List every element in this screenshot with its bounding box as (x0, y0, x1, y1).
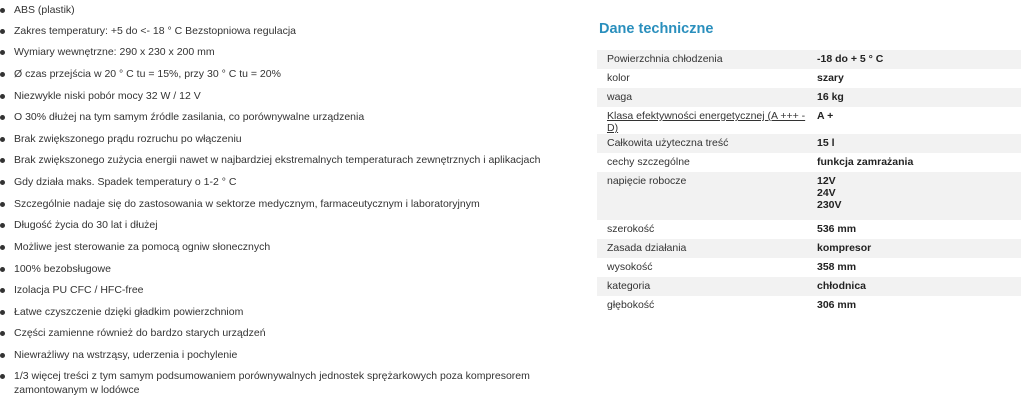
feature-item (0, 2, 575, 18)
feature-text: Możliwe jest sterowanie za pomocą ogniw słonecznych (14, 241, 271, 253)
spec-label: napięcie robocze (607, 175, 687, 187)
bullet-icon (0, 115, 5, 120)
feature-text: Ø czas przejścia w 20 ° C tu = 15%, przy 30 ° C tu = 20% (14, 68, 281, 80)
feature-item (0, 196, 575, 212)
spec-value: 358 mm (817, 261, 857, 273)
feature-item (0, 369, 575, 397)
voltage-value: 24V (817, 187, 836, 199)
bullet-icon (0, 331, 5, 336)
spec-value: 306 mm (817, 299, 857, 311)
feature-text: Zakres temperatury: +5 do <- 18 ° C Bezstopniowa regulacja (14, 25, 297, 37)
technical-data-panel (597, 0, 1024, 401)
spec-label: Całkowita użyteczna treść (607, 137, 729, 149)
feature-text: O 30% dłużej na tym samym źródle zasilania, co porównywalne urządzenia (14, 111, 365, 123)
feature-item (0, 44, 575, 60)
spec-value: -18 do + 5 ° C (817, 53, 884, 65)
feature-item (0, 109, 575, 125)
feature-item (0, 217, 575, 233)
energy-class-link[interactable]: Klasa efektywności energetycznej (A +++ - D) (607, 110, 806, 134)
section-title: Dane techniczne (599, 21, 714, 37)
bullet-icon (0, 158, 5, 163)
feature-item (0, 239, 575, 255)
feature-text: Łatwe czyszczenie dzięki gładkim powierzchniom (14, 306, 244, 318)
feature-text: Brak zwiększonego zużycia energii nawet w najbardziej ekstremalnych temperaturach zewnętrznych i aplikacjach (14, 154, 541, 166)
feature-item (0, 174, 575, 190)
bullet-icon (0, 288, 5, 293)
spec-value: 16 kg (817, 91, 844, 103)
bullet-icon (0, 267, 5, 272)
feature-item (0, 325, 575, 341)
bullet-icon (0, 202, 5, 207)
bullet-icon (0, 72, 5, 77)
feature-item (0, 152, 575, 168)
spec-value: chłodnica (817, 280, 867, 292)
spec-label: kategoria (607, 280, 651, 292)
feature-text: Niewrażliwy na wstrząsy, uderzenia i pochylenie (14, 349, 238, 361)
bullet-icon (0, 50, 5, 55)
bullet-icon (0, 310, 5, 315)
feature-text: Niezwykle niski pobór mocy 32 W / 12 V (14, 90, 201, 102)
feature-item (0, 23, 575, 39)
feature-text: Brak zwiększonego prądu rozruchu po włączeniu (14, 133, 242, 145)
spec-row (597, 277, 1021, 296)
bullet-icon (0, 180, 5, 185)
feature-text: Szczególnie nadaje się do zastosowania w sektorze medycznym, farmaceutycznym i laboratoryjnym (14, 198, 480, 210)
feature-item (0, 304, 575, 320)
feature-text: Długość życia do 30 lat i dłużej (14, 219, 158, 231)
bullet-icon (0, 223, 5, 228)
spec-label: wysokość (607, 261, 653, 273)
bullet-icon (0, 353, 5, 358)
feature-item (0, 261, 575, 277)
bullet-icon (0, 29, 5, 34)
spec-row (597, 220, 1021, 239)
bullet-icon (0, 137, 5, 142)
feature-text: Gdy działa maks. Spadek temperatury o 1-2 ° C (14, 176, 237, 188)
spec-value: 536 mm (817, 223, 857, 235)
feature-text: Wymiary wewnętrzne: 290 x 230 x 200 mm (14, 46, 215, 58)
feature-text: 1/3 więcej treści z tym samym podsumowaniem porównywalnych jednostek sprężarkowych poza kompresorem zamontowanym w lodówce (14, 370, 530, 396)
bullet-icon (0, 245, 5, 250)
feature-item (0, 88, 575, 104)
spec-label: Powierzchnia chłodzenia (607, 53, 723, 65)
spec-table (597, 50, 1021, 315)
bullet-icon (0, 94, 5, 99)
spec-row (597, 172, 1021, 220)
spec-value: A + (817, 110, 834, 122)
spec-row (597, 50, 1021, 69)
feature-text: Części zamienne również do bardzo starych urządzeń (14, 327, 266, 339)
voltage-value: 230V (817, 199, 842, 211)
bullet-icon (0, 8, 5, 13)
spec-row (597, 107, 1021, 134)
spec-row (597, 153, 1021, 172)
spec-label: Zasada działania (607, 242, 687, 254)
spec-row (597, 239, 1021, 258)
spec-row (597, 134, 1021, 153)
spec-value: kompresor (817, 242, 872, 254)
feature-text: Izolacja PU CFC / HFC-free (14, 284, 144, 296)
feature-item (0, 347, 575, 363)
spec-label: cechy szczególne (607, 156, 690, 168)
spec-label: głębokość (607, 299, 655, 311)
feature-item (0, 131, 575, 147)
spec-value: 15 l (817, 137, 835, 149)
feature-text: ABS (plastik) (14, 4, 75, 16)
spec-row (597, 69, 1021, 88)
spec-value (817, 172, 1021, 220)
spec-label: kolor (607, 72, 630, 84)
spec-label: waga (607, 91, 633, 103)
spec-label: szerokość (607, 223, 655, 235)
spec-value: funkcja zamrażania (817, 156, 914, 168)
bullet-icon (0, 374, 5, 379)
spec-row (597, 88, 1021, 107)
feature-item (0, 282, 575, 298)
spec-row (597, 296, 1021, 315)
feature-text: 100% bezobsługowe (14, 263, 111, 275)
voltage-value: 12V (817, 175, 836, 187)
feature-item (0, 66, 575, 82)
spec-row (597, 258, 1021, 277)
spec-value: szary (817, 72, 844, 84)
